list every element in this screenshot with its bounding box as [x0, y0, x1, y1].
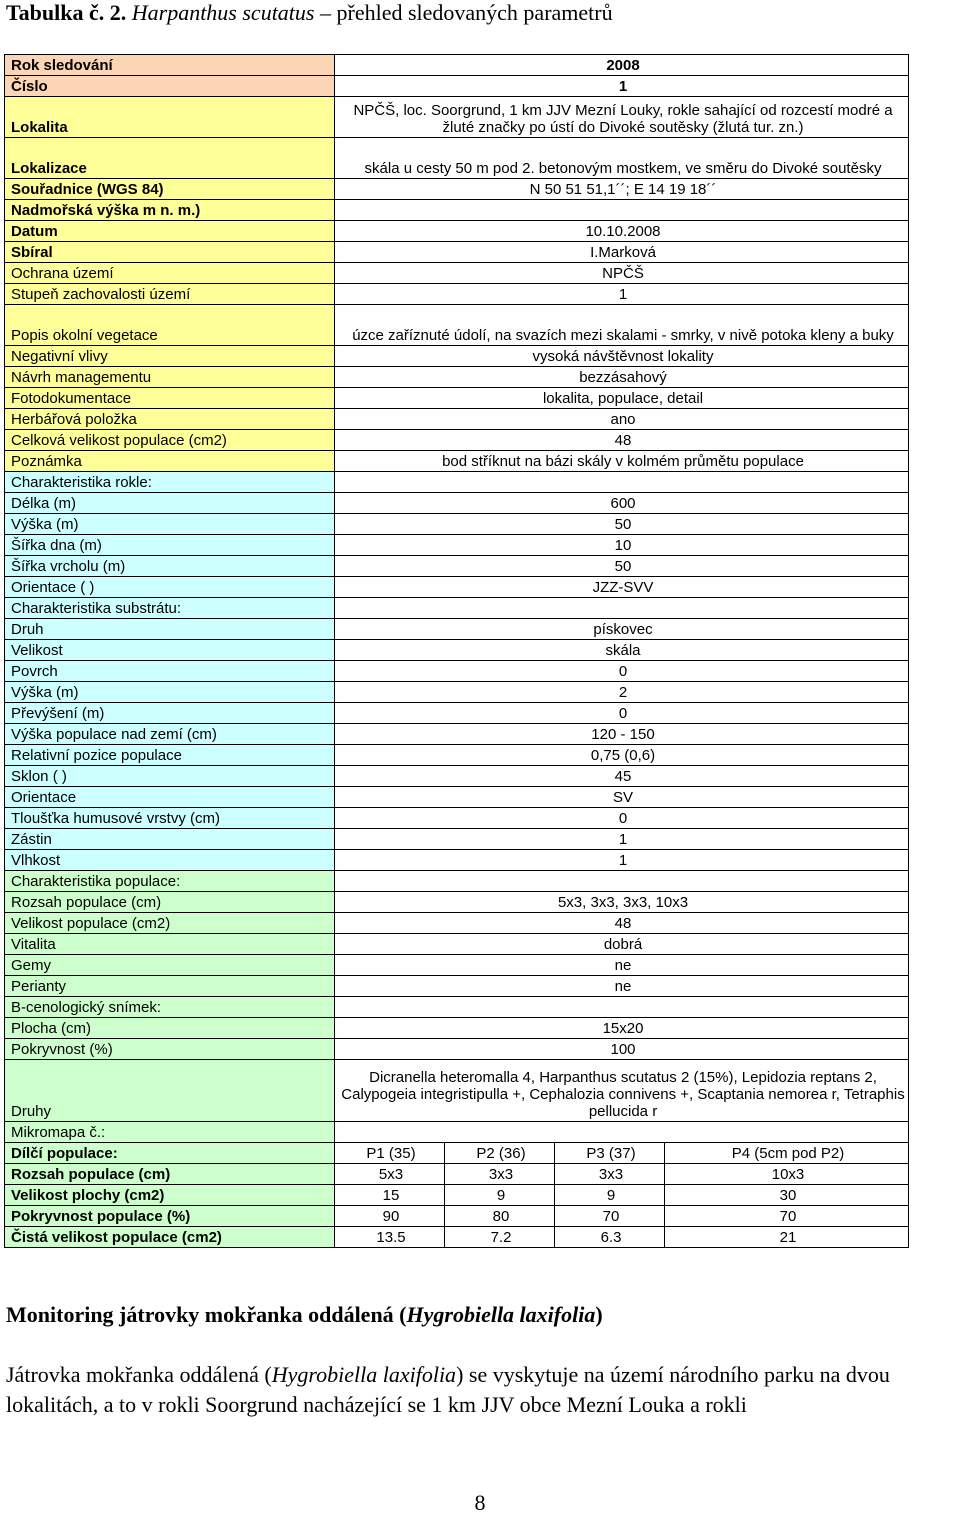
- row-value: SV: [335, 787, 909, 808]
- row-label: B-cenologický snímek:: [5, 997, 335, 1018]
- table-row: [5, 367, 909, 388]
- section-paragraph: [6, 1360, 958, 1420]
- row-value: [335, 598, 909, 619]
- row-value: 0: [335, 661, 909, 682]
- table-row: [5, 976, 909, 997]
- table-row: [5, 514, 909, 535]
- row-value: ne: [335, 955, 909, 976]
- row-label: Negativní vlivy: [5, 346, 335, 367]
- subpopulation-cell: 9: [445, 1185, 555, 1206]
- row-value: ne: [335, 976, 909, 997]
- row-label: Charakteristika populace:: [5, 871, 335, 892]
- row-value: skála u cesty 50 m pod 2. betonovým mostkem, ve směru do Divoké soutěsky: [335, 138, 909, 179]
- row-value: [335, 871, 909, 892]
- table-row: [5, 1018, 909, 1039]
- heading-suffix: ): [595, 1302, 603, 1327]
- table-row: [5, 1122, 909, 1143]
- table-row: [5, 472, 909, 493]
- table-row: [5, 493, 909, 514]
- row-label: Převýšení (m): [5, 703, 335, 724]
- table-row: [5, 745, 909, 766]
- row-label: Tloušťka humusové vrstvy (cm): [5, 808, 335, 829]
- table-row: [5, 1039, 909, 1060]
- row-label: Rok sledování: [5, 55, 335, 76]
- row-label: Velikost plochy (cm2): [5, 1185, 335, 1206]
- table-row: [5, 284, 909, 305]
- table-row: [5, 451, 909, 472]
- table-row: [5, 1060, 909, 1122]
- heading-prefix: Monitoring játrovky mokřanka oddálená (: [6, 1302, 407, 1327]
- row-label: Charakteristika rokle:: [5, 472, 335, 493]
- row-value: 10: [335, 535, 909, 556]
- row-label: Rozsah populace (cm): [5, 1164, 335, 1185]
- row-label: Sklon ( ): [5, 766, 335, 787]
- row-value: [335, 997, 909, 1018]
- row-label: Zástin: [5, 829, 335, 850]
- row-value: bezzásahový: [335, 367, 909, 388]
- table-row: [5, 409, 909, 430]
- table-row: [5, 955, 909, 976]
- page-number: 8: [474, 1490, 486, 1515]
- subpopulation-cell: 3x3: [555, 1164, 665, 1185]
- table-caption: [6, 0, 613, 26]
- table-row: [5, 388, 909, 409]
- row-label: Čistá velikost populace (cm2): [5, 1227, 335, 1248]
- row-label: Nadmořská výška m n. m.): [5, 200, 335, 221]
- row-value: 50: [335, 514, 909, 535]
- table-row: [5, 221, 909, 242]
- row-label: Šířka vrcholu (m): [5, 556, 335, 577]
- row-label: Návrh managementu: [5, 367, 335, 388]
- table-row: [5, 703, 909, 724]
- table-row: [5, 179, 909, 200]
- section-heading: [6, 1302, 603, 1328]
- table-row: [5, 76, 909, 97]
- row-label: Celková velikost populace (cm2): [5, 430, 335, 451]
- row-label: Stupeň zachovalosti území: [5, 284, 335, 305]
- row-value: 1: [335, 850, 909, 871]
- subpopulation-cell: 10x3: [665, 1164, 909, 1185]
- row-label: Dílčí populace:: [5, 1143, 335, 1164]
- table-row: [5, 766, 909, 787]
- row-label: Pokryvnost (%): [5, 1039, 335, 1060]
- row-label: Vlhkost: [5, 850, 335, 871]
- table-row: [5, 997, 909, 1018]
- subpopulation-cell: P4 (5cm pod P2): [665, 1143, 909, 1164]
- row-label: Rozsah populace (cm): [5, 892, 335, 913]
- row-label: Číslo: [5, 76, 335, 97]
- row-value: 1: [335, 76, 909, 97]
- heading-species: Hygrobiella laxifolia: [406, 1302, 596, 1327]
- table-row: [5, 1206, 909, 1227]
- subpopulation-cell: 70: [665, 1206, 909, 1227]
- table-row: [5, 55, 909, 76]
- row-value: 2008: [335, 55, 909, 76]
- caption-suffix: – přehled sledovaných parametrů: [314, 0, 613, 25]
- subpopulation-cell: 15: [335, 1185, 445, 1206]
- row-value: 50: [335, 556, 909, 577]
- row-value: I.Marková: [335, 242, 909, 263]
- table-row: [5, 1227, 909, 1248]
- table-row: [5, 787, 909, 808]
- table-row: [5, 724, 909, 745]
- row-value: Dicranella heteromalla 4, Harpanthus scutatus 2 (15%), Lepidozia reptans 2, Calypogeia integristipulla +, Cephalozia connivens +, Scaptania nemorea r, Tetraphis pellucida r: [335, 1060, 909, 1122]
- row-value: 15x20: [335, 1018, 909, 1039]
- row-value: 1: [335, 829, 909, 850]
- caption-prefix: Tabulka č. 2.: [6, 0, 127, 25]
- subpopulation-cell: 7.2: [445, 1227, 555, 1248]
- row-value: lokalita, populace, detail: [335, 388, 909, 409]
- subpopulation-cell: 30: [665, 1185, 909, 1206]
- row-label: Orientace: [5, 787, 335, 808]
- subpopulation-cell: 70: [555, 1206, 665, 1227]
- caption-species: Harpanthus scutatus: [131, 0, 315, 25]
- row-value: JZZ-SVV: [335, 577, 909, 598]
- subpopulation-cell: P1 (35): [335, 1143, 445, 1164]
- row-value: 48: [335, 913, 909, 934]
- paragraph-species: Hygrobiella laxifolia: [271, 1362, 457, 1387]
- table-row: [5, 829, 909, 850]
- row-label: Druhy: [5, 1060, 335, 1122]
- row-value: skála: [335, 640, 909, 661]
- row-value: [335, 472, 909, 493]
- table-row: [5, 346, 909, 367]
- table-row: [5, 892, 909, 913]
- row-label: Druh: [5, 619, 335, 640]
- subpopulation-cell: 90: [335, 1206, 445, 1227]
- table-row: [5, 619, 909, 640]
- table-row: [5, 556, 909, 577]
- row-label: Sbíral: [5, 242, 335, 263]
- table-row: [5, 808, 909, 829]
- subpopulation-cell: P2 (36): [445, 1143, 555, 1164]
- table-row: [5, 850, 909, 871]
- subpopulation-cell: 80: [445, 1206, 555, 1227]
- table-row: [5, 305, 909, 346]
- table-row: [5, 1164, 909, 1185]
- row-label: Gemy: [5, 955, 335, 976]
- row-label: Délka (m): [5, 493, 335, 514]
- parameters-table: [4, 54, 909, 1248]
- row-label: Povrch: [5, 661, 335, 682]
- subpopulation-cell: 5x3: [335, 1164, 445, 1185]
- row-value: 0: [335, 703, 909, 724]
- row-value: 45: [335, 766, 909, 787]
- row-label: Šířka dna (m): [5, 535, 335, 556]
- paragraph-part-1: Játrovka mokřanka oddálená (: [6, 1362, 272, 1387]
- row-value: N 50 51 51,1´´; E 14 19 18´´: [335, 179, 909, 200]
- row-value: 2: [335, 682, 909, 703]
- row-label: Perianty: [5, 976, 335, 997]
- table-row: [5, 200, 909, 221]
- row-label: Relativní pozice populace: [5, 745, 335, 766]
- row-label: Orientace ( ): [5, 577, 335, 598]
- row-value: vysoká návštěvnost lokality: [335, 346, 909, 367]
- table-row: [5, 934, 909, 955]
- row-value: úzce zaříznuté údolí, na svazích mezi skalami - smrky, v nivě potoka kleny a buky: [335, 305, 909, 346]
- row-value: 48: [335, 430, 909, 451]
- row-label: Velikost populace (cm2): [5, 913, 335, 934]
- row-label: Ochrana území: [5, 263, 335, 284]
- paragraph-part-2: ) se vyskytuje na území národního parku na dvou lokalitách, a to v rokli Soorgrund nacházející se 1 km JJV obce Mezní Louka a rokli: [6, 1362, 890, 1417]
- table-row: [5, 598, 909, 619]
- row-value: pískovec: [335, 619, 909, 640]
- row-value: dobrá: [335, 934, 909, 955]
- subpopulation-cell: P3 (37): [555, 1143, 665, 1164]
- table-row: [5, 640, 909, 661]
- table-row: [5, 661, 909, 682]
- row-value: 0,75 (0,6): [335, 745, 909, 766]
- row-label: Herbářová položka: [5, 409, 335, 430]
- row-value: NPČŠ, loc. Soorgrund, 1 km JJV Mezní Louky, rokle sahající od rozcestí modré a žluté značky po ústí do Divoké soutěsky (žlutá tur. zn.): [335, 97, 909, 138]
- row-label: Výška populace nad zemí (cm): [5, 724, 335, 745]
- row-value: 120 - 150: [335, 724, 909, 745]
- subpopulation-cell: 6.3: [555, 1227, 665, 1248]
- row-label: Poznámka: [5, 451, 335, 472]
- row-value: 10.10.2008: [335, 221, 909, 242]
- row-label: Datum: [5, 221, 335, 242]
- subpopulation-cell: 9: [555, 1185, 665, 1206]
- table-row: [5, 1143, 909, 1164]
- subpopulation-cell: 3x3: [445, 1164, 555, 1185]
- table-row: [5, 535, 909, 556]
- row-label: Plocha (cm): [5, 1018, 335, 1039]
- table-row: [5, 871, 909, 892]
- table-row: [5, 242, 909, 263]
- table-row: [5, 138, 909, 179]
- row-label: Fotodokumentace: [5, 388, 335, 409]
- table-row: [5, 263, 909, 284]
- subpopulation-cell: 13.5: [335, 1227, 445, 1248]
- row-label: Vitalita: [5, 934, 335, 955]
- row-label: Lokalita: [5, 97, 335, 138]
- table-row: [5, 430, 909, 451]
- row-label: Mikromapa č.:: [5, 1122, 335, 1143]
- row-value: 0: [335, 808, 909, 829]
- row-value: ano: [335, 409, 909, 430]
- row-label: Výška (m): [5, 682, 335, 703]
- row-label: Pokryvnost populace (%): [5, 1206, 335, 1227]
- row-label: Charakteristika substrátu:: [5, 598, 335, 619]
- row-value: NPČŠ: [335, 263, 909, 284]
- row-value: [335, 1122, 909, 1143]
- row-value: 600: [335, 493, 909, 514]
- subpopulation-cell: 21: [665, 1227, 909, 1248]
- row-value: 1: [335, 284, 909, 305]
- row-label: Souřadnice (WGS 84): [5, 179, 335, 200]
- table-row: [5, 682, 909, 703]
- table-row: [5, 577, 909, 598]
- table-row: [5, 97, 909, 138]
- table-row: [5, 1185, 909, 1206]
- row-label: Popis okolní vegetace: [5, 305, 335, 346]
- row-value: 5x3, 3x3, 3x3, 10x3: [335, 892, 909, 913]
- row-value: 100: [335, 1039, 909, 1060]
- row-value: bod stříknut na bázi skály v kolmém průmětu populace: [335, 451, 909, 472]
- row-label: Lokalizace: [5, 138, 335, 179]
- table-row: [5, 913, 909, 934]
- row-value: [335, 200, 909, 221]
- row-label: Výška (m): [5, 514, 335, 535]
- row-label: Velikost: [5, 640, 335, 661]
